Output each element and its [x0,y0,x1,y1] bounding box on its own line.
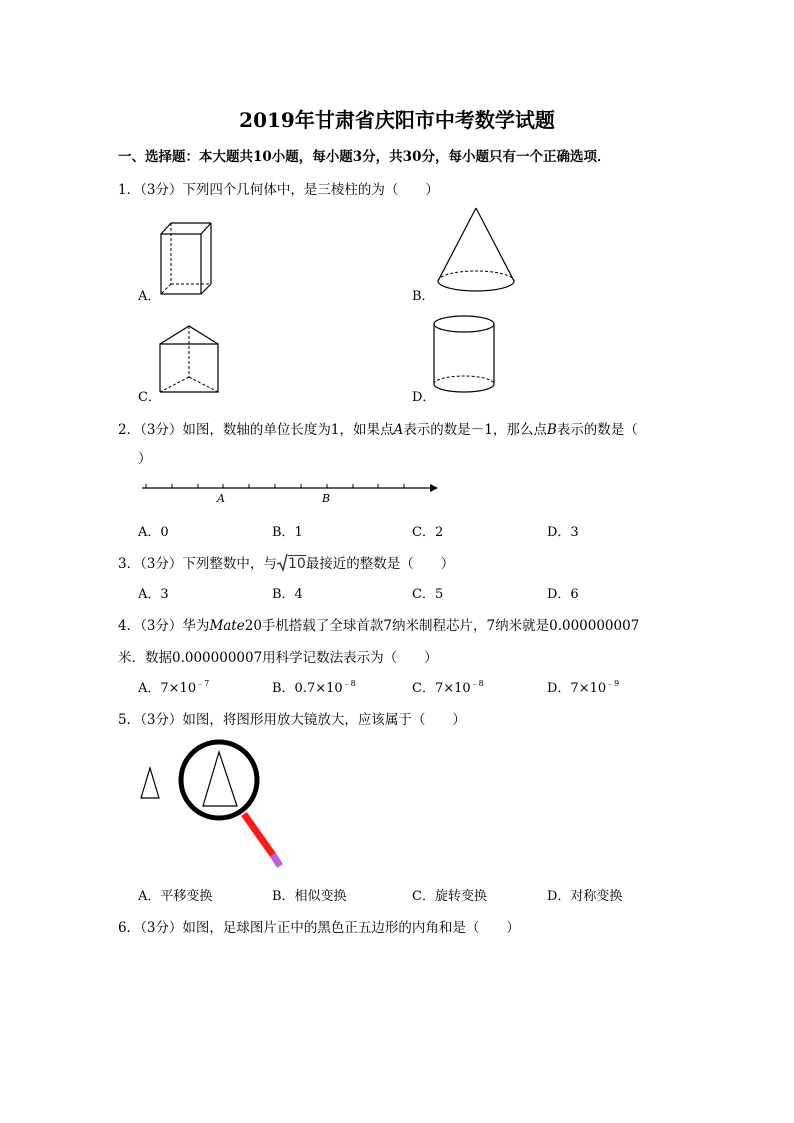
cone-figure [432,205,522,297]
q4-option-c-exponent: ﹣8 [470,679,484,688]
q3-option-d: D．6 [547,587,579,602]
q4-phone-model-number: 20 [244,618,262,634]
q4-option-a-base: A．7×10 [138,681,197,696]
q5-option-a: A．平移变换 [138,889,213,904]
q1-option-a: A． [138,289,161,304]
q1-option-c: C． [138,390,161,405]
q2-stem-closing: ） [138,451,152,467]
q2-stem-part-b: 表示的数是－1，那么点 [403,422,547,438]
q4-phone-model: Mate [209,618,245,634]
q5-option-d: D．对称变换 [547,889,623,904]
q4-option-b [272,677,356,696]
q4-stem-part-a: 4．（3分）华为 [118,618,210,634]
magnifier-handle [244,814,273,855]
question-3-stem [118,552,454,572]
small-triangle [141,768,159,798]
q4-option-d-base: D．7×10 [547,681,607,696]
q4-option-d [547,677,619,696]
q4-option-c [412,677,484,696]
q5-option-c: C．旋转变换 [412,889,487,904]
q2-stem-part-c: 表示的数是（ [556,422,638,438]
q4-option-a-exponent: ﹣7 [196,679,210,688]
q2-point-a-label: A [393,422,404,438]
q2-option-d: D．3 [547,525,579,540]
q2-option-a: A．0 [138,525,169,540]
q4-option-c-base: C．7×10 [412,681,471,696]
sqrt-radicand: 10 [287,556,306,572]
number-line-figure [140,478,440,508]
q4-stem-continued: 米．数据0.000000007用科学记数法表示为（ ） [118,650,438,666]
q4-option-a [138,677,209,696]
question-5-stem: 5．（3分）如图，将图形用放大镜放大，应该属于（ ） [118,712,466,728]
triangular-prism-figure [155,322,225,398]
q4-stem-part-b: 手机搭载了全球首款7纳米制程芯片，7纳米就是0.000000007 [261,618,640,634]
q3-option-b: B．4 [272,587,303,602]
number-line-label-b: B [322,492,331,505]
q3-stem-part-b: 最接近的整数是（ ） [305,556,455,572]
q4-option-b-base: B．0.7×10 [272,681,343,696]
q4-option-b-exponent: ﹣8 [342,679,356,688]
question-4-stem [118,614,639,634]
question-2-stem [118,418,638,438]
q1-option-b: B． [412,289,435,304]
q2-point-b-label: B [546,422,557,438]
q4-option-d-exponent: ﹣9 [606,679,620,688]
q3-stem-part-a: 3．（3分）下列整数中，与 [118,556,277,572]
radical-sign-icon [277,554,288,572]
magnifier-handle-tip [273,855,280,866]
q2-option-c: C．2 [412,525,444,540]
page-title: 2019年甘肃省庆阳市中考数学试题 [239,108,555,132]
q1-option-d: D． [412,390,436,405]
q3-option-a: A．3 [138,587,169,602]
magnifier-figure [135,738,295,873]
question-6-stem: 6．（3分）如图，足球图片正中的黑色正五边形的内角和是（ ） [118,920,520,936]
number-line-label-a: A [217,492,225,505]
sqrt-expression [277,554,306,572]
question-1-stem: 1．（3分）下列四个几何体中，是三棱柱的为（ ） [118,182,439,198]
q2-stem-part-a: 2．（3分）如图，数轴的单位长度为1，如果点 [118,422,394,438]
section-heading: 一、选择题：本大题共10小题，每小题3分，共30分，每小题只有一个正确选项． [118,149,611,165]
cuboid-figure [155,218,220,300]
q5-option-b: B．相似变换 [272,889,347,904]
q3-option-c: C．5 [412,587,444,602]
cylinder-figure [432,312,498,398]
q2-option-b: B．1 [272,525,303,540]
